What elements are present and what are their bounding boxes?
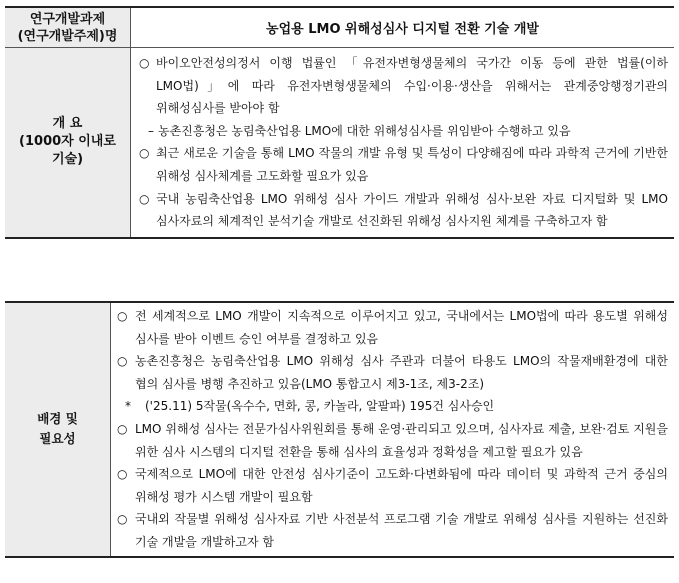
- background-item: ○ 전 세계적으로 LMO 개발이 지속적으로 이루어지고 있고, 국내에서는 LMO법에 따라 용도별 위해성 심사를 받아 이벤트 승인 여부를 결정하고 있음: [117, 305, 668, 350]
- overview-item: ○ 바이오안전성의정서 이행 법률인 「유전자변형생물체의 국가간 이동 등에 관한 법률(이하 LMO법)」에 따라 유전자변형생물체의 수입·이용·생산을 위해서는 관계중앙행정기관의 위해성심사를 받아야 함: [139, 52, 668, 120]
- circle-bullet-icon: ○: [139, 146, 150, 161]
- background-label: 배경 및 필요성: [5, 302, 111, 557]
- circle-bullet-icon: ○: [139, 191, 150, 206]
- circle-bullet-icon: ○: [117, 354, 128, 369]
- dash-bullet-icon: –: [148, 123, 154, 138]
- project-title: 농업용 LMO 위해성심사 디지털 전환 기술 개발: [131, 7, 675, 48]
- circle-bullet-icon: ○: [117, 512, 128, 527]
- project-name-label: 연구개발과제 (연구개발주제)명: [5, 7, 131, 48]
- background-item: ○ LMO 위해성 심사는 전문가심사위원회를 통해 운영·관리되고 있으며, 심사자료 제출, 보완·검토 지원을 위한 심사 시스템의 디지털 전환을 통해 심사의 효율성과 정확성을 제고할 필요가 있음: [117, 418, 668, 463]
- overview-subitem: – 농촌진흥청은 농림축산업용 LMO에 대한 위해성심사를 위임받아 수행하고 있음: [139, 120, 668, 143]
- circle-bullet-icon: ○: [117, 309, 128, 323]
- background-item: ○ 국내외 작물별 위해성 심사자료 기반 사전분석 프로그램 기술 개발로 위해성 심사를 지원하는 선진화 기술 개발을 개발하고자 함: [117, 508, 668, 553]
- overview-label: 개 요 (1000자 이내로 기술): [5, 48, 131, 238]
- overview-item: ○ 최근 새로운 기술을 통해 LMO 작물의 개발 유형 및 특성이 다양해짐에 따라 과학적 근거에 기반한 위해성 심사체계를 고도화할 필요가 있음: [139, 142, 668, 187]
- background-item: ○ 국제적으로 LMO에 대한 안전성 심사기준이 고도화·다변화됨에 따라 데이터 및 과학적 근거 중심의 위해성 평가 시스템 개발이 필요함: [117, 463, 668, 508]
- background-table: [5, 301, 674, 558]
- overview-item: ○ 국내 농림축산업용 LMO 위해성 심사 가이드 개발과 위해성 심사·보완 자료 디지털화 및 LMO 심사자료의 체계적인 분석기술 개발로 선진화된 위해성 심사지원 체계를 구축하고자 함: [139, 188, 668, 233]
- overview-content: [131, 48, 675, 238]
- circle-bullet-icon: ○: [117, 421, 128, 436]
- background-item: ○ 농촌진흥청은 농림축산업용 LMO 위해성 심사 주관과 더불어 타용도 LMO의 작물재배환경에 대한 협의 심사를 병행 추진하고 있음(LMO 통합고시 제3-1조, 제3-2조): [117, 350, 668, 395]
- background-note: * ('25.11) 5작물(옥수수, 면화, 콩, 카놀라, 알팔파) 195건 심사승인: [117, 395, 668, 418]
- circle-bullet-icon: ○: [117, 467, 128, 482]
- background-content: [111, 302, 675, 557]
- project-overview-table: [5, 6, 674, 239]
- circle-bullet-icon: ○: [139, 56, 150, 70]
- asterisk-icon: *: [125, 399, 131, 414]
